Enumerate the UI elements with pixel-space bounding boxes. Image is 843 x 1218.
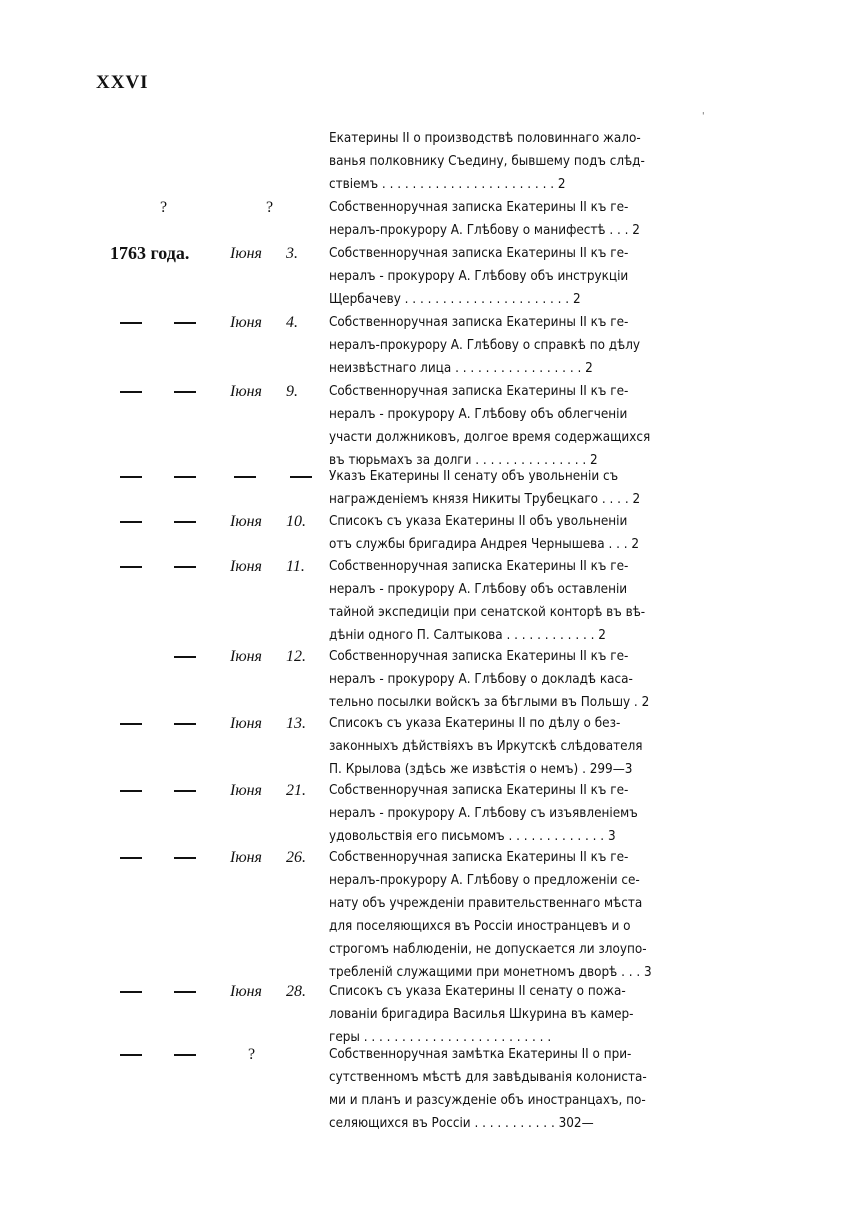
entry-month: Іюня: [230, 648, 262, 665]
ditto-dash: [120, 391, 142, 393]
entry-text: [329, 846, 709, 984]
entry-line: нералъ - прокурору А. Глѣбову съ изъявленіемъ: [329, 806, 638, 821]
entry-line: Списокъ съ указа Екатерины II сенату о пожа-: [329, 984, 626, 999]
entry-day: 3.: [286, 245, 298, 262]
entry-text: [329, 712, 709, 781]
entry-line: ванья полковнику Съедину, бывшему подъ слѣд-: [329, 154, 645, 169]
entry-line: Собственноручная записка Екатерины II къ ге-: [329, 559, 629, 574]
entry-line: Собственноручная записка Екатерины II къ ге-: [329, 200, 629, 215]
ditto-dash: [174, 1054, 196, 1056]
entry-line: селяющихся въ Россіи . . . . . . . . . . . 302—: [329, 1116, 594, 1131]
entry-day: 28.: [286, 983, 306, 1000]
entry-day: 10.: [286, 513, 306, 530]
entry-line: строгомъ наблюденіи, не допускается ли злоупо-: [329, 942, 647, 957]
ditto-dash: [174, 322, 196, 324]
entry-line: Указъ Екатерины II сенату объ увольненіи съ: [329, 469, 619, 484]
entry-line: Собственноручная записка Екатерины II къ ге-: [329, 315, 629, 330]
entry-line: требленій служащими при монетномъ дворѣ . . . 3: [329, 965, 652, 980]
ditto-dash: [174, 656, 196, 658]
entry-line: награжденіемъ князя Никиты Трубецкаго . . . . 2: [329, 492, 641, 507]
entry-line: Списокъ съ указа Екатерины II объ увольненіи: [329, 514, 628, 529]
entry-line: нералъ - прокурору А. Глѣбову объ облегченіи: [329, 407, 628, 422]
ditto-dash: [120, 566, 142, 568]
ditto-dash: [174, 991, 196, 993]
ditto-dash: [120, 1054, 142, 1056]
ditto-dash: [290, 476, 312, 478]
entry-line: Собственноручная записка Екатерины II къ ге-: [329, 783, 629, 798]
entry-day: 21.: [286, 782, 306, 799]
entry-month: Іюня: [230, 558, 262, 575]
entry-day: 13.: [286, 715, 306, 732]
entry-month: Іюня: [230, 983, 262, 1000]
ditto-dash: [174, 391, 196, 393]
entry-line: нералъ - прокурору А. Глѣбову объ инструкціи: [329, 269, 629, 284]
year-unknown: ?: [160, 199, 168, 216]
entry-text: [329, 127, 709, 196]
entry-day: 12.: [286, 648, 306, 665]
entry-text: [329, 311, 709, 380]
page-number: XXVI: [96, 72, 149, 93]
ditto-dash: [120, 322, 142, 324]
entry-line: нату объ учрежденіи правительственнаго мѣста: [329, 896, 643, 911]
ditto-dash: [120, 476, 142, 478]
entry-line: сутственномъ мѣстѣ для завѣдыванія колониста-: [329, 1070, 647, 1085]
ditto-dash: [174, 857, 196, 859]
entry-line: законныхъ дѣйствіяхъ въ Иркутскѣ слѣдователя: [329, 739, 643, 754]
ditto-dash: [174, 566, 196, 568]
entry-line: нералъ-прокурору А. Глѣбову о предложеніи се-: [329, 873, 640, 888]
ditto-dash: [174, 723, 196, 725]
entry-line: Щербачеву . . . . . . . . . . . . . . . . . . . . . . 2: [329, 292, 581, 307]
entry-month: Іюня: [230, 314, 262, 331]
entry-text: [329, 196, 709, 242]
entry-text: [329, 555, 709, 647]
entry-day: 26.: [286, 849, 306, 866]
entry-text: [329, 779, 709, 848]
entry-line: Списокъ съ указа Екатерины II по дѣлу о без-: [329, 716, 621, 731]
entry-line: П. Крылова (здѣсь же извѣстія о немъ) . 299—3: [329, 762, 633, 777]
entry-line: неизвѣстнаго лица . . . . . . . . . . . . . . . . . 2: [329, 361, 593, 376]
entry-line: нералъ-прокурору А. Глѣбову о манифестѣ . . . 2: [329, 223, 640, 238]
entry-text: [329, 465, 709, 511]
ditto-dash: [120, 723, 142, 725]
ditto-dash: [174, 521, 196, 523]
entry-line: ствіемъ . . . . . . . . . . . . . . . . . . . . . . . 2: [329, 177, 566, 192]
date-unknown: ?: [266, 199, 274, 216]
entry-text: [329, 1043, 709, 1135]
ditto-dash: [120, 857, 142, 859]
entry-line: нералъ - прокурору А. Глѣбову о докладѣ каса-: [329, 672, 633, 687]
entry-text: [329, 510, 709, 556]
entry-line: удовольствія его письмомъ . . . . . . . . . . . . . 3: [329, 829, 616, 844]
entry-day: 11.: [286, 558, 305, 575]
entry-month: Іюня: [230, 245, 262, 262]
margin-mark: ': [702, 112, 705, 122]
entry-line: Собственноручная записка Екатерины II къ ге-: [329, 246, 629, 261]
entry-line: для поселяющихся въ Россіи иностранцевъ и о: [329, 919, 631, 934]
entry-line: Собственноручная записка Екатерины II къ ге-: [329, 384, 629, 399]
entry-line: отъ службы бригадира Андрея Чернышева . . . 2: [329, 537, 640, 552]
entry-line: дѣніи одного П. Салтыкова . . . . . . . . . . . . 2: [329, 628, 606, 643]
entry-month: Іюня: [230, 513, 262, 530]
entry-day: 4.: [286, 314, 298, 331]
entry-line: ми и планъ и разсужденіе объ иностранцахъ, по-: [329, 1093, 646, 1108]
entry-line: Собственноручная записка Екатерины II къ ге-: [329, 649, 629, 664]
entry-line: участи должниковъ, долгое время содержащихся: [329, 430, 651, 445]
entry-year: 1763 года.: [110, 243, 190, 263]
entry-line: нералъ-прокурору А. Глѣбову о справкѣ по дѣлу: [329, 338, 641, 353]
entry-line: лованіи бригадира Василья Шкурина въ камер-: [329, 1007, 634, 1022]
entry-line: геры . . . . . . . . . . . . . . . . . . . . . . . . .: [329, 1030, 552, 1045]
entry-month: Іюня: [230, 849, 262, 866]
entry-line: нералъ - прокурору А. Глѣбову объ оставленіи: [329, 582, 628, 597]
date-unknown: ?: [248, 1046, 256, 1063]
ditto-dash: [174, 476, 196, 478]
entry-line: Собственноручная замѣтка Екатерины II о при-: [329, 1047, 632, 1062]
entry-line: Собственноручная записка Екатерины II къ ге-: [329, 850, 629, 865]
ditto-dash: [120, 991, 142, 993]
ditto-dash: [234, 476, 256, 478]
entry-text: [329, 645, 709, 714]
ditto-dash: [120, 790, 142, 792]
entry-month: Іюня: [230, 715, 262, 732]
entry-month: Іюня: [230, 782, 262, 799]
entry-line: тельно посылки войскъ за бѣглыми въ Польшу . 2: [329, 695, 650, 710]
entry-line: въ тюрьмахъ за долги . . . . . . . . . . . . . . . 2: [329, 453, 598, 468]
entry-text: [329, 380, 709, 472]
entry-day: 9.: [286, 383, 298, 400]
entry-text: [329, 242, 709, 311]
entry-line: тайной экспедиціи при сенатской конторѣ въ вѣ-: [329, 605, 646, 620]
entry-text: [329, 980, 709, 1049]
entry-line: Екатерины II о производствѣ половиннаго жало-: [329, 131, 641, 146]
entry-month: Іюня: [230, 383, 262, 400]
ditto-dash: [120, 521, 142, 523]
ditto-dash: [174, 790, 196, 792]
